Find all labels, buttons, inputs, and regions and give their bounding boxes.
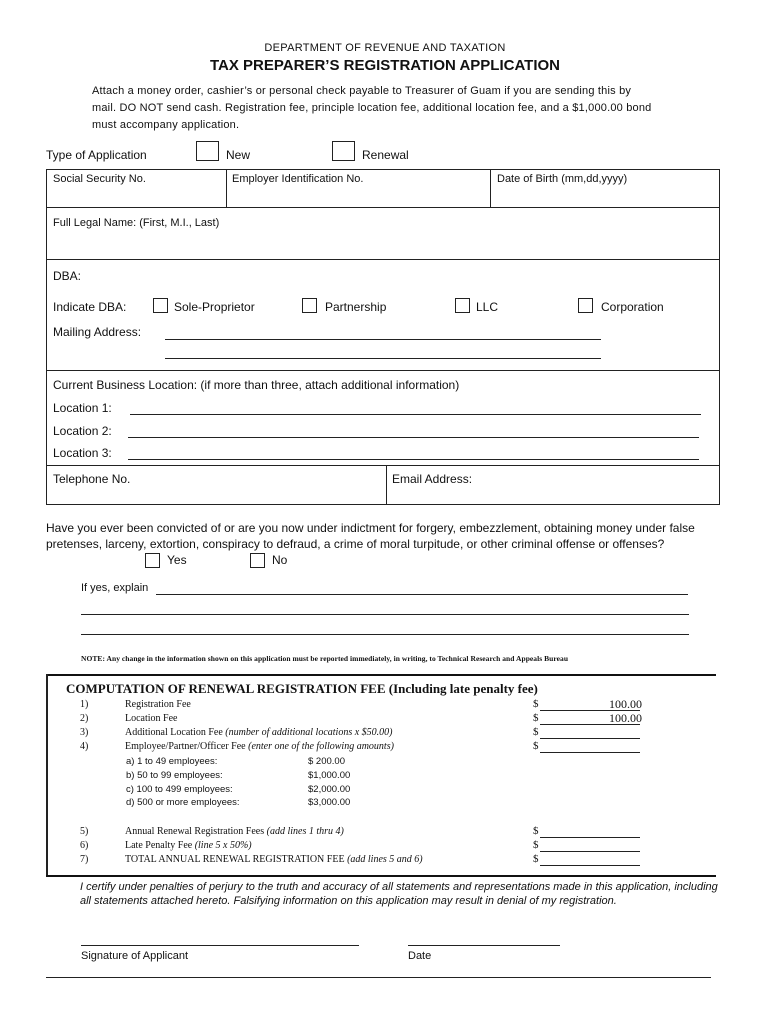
sole-proprietor-label: Sole-Proprietor [174,300,255,314]
dollar-sign: $ [533,712,539,724]
line-description: Location Fee [125,713,178,724]
change-notice: NOTE: Any change in the information shown on this application must be reported immediately, in writing, to Technical Research and Appeals Bureau [81,654,569,663]
employee-tier-label: a) 1 to 49 employees: [126,756,218,767]
line-instruction: (add lines 5 and 6) [347,854,423,865]
dba-label: DBA: [53,269,82,283]
employee-tier-amount: $2,000.00 [308,784,351,795]
dob-label: Date of Birth (mm,dd,yyyy) [497,173,628,185]
partnership-checkbox[interactable] [302,298,317,313]
certification-text: I certify under penalties of perjury to the truth and accuracy of all statements and representations made in this application, including all statements attached hereto. Falsifying information on this application may result in denial of my registration. [80,881,718,907]
employee-tier-amount: $1,000.00 [308,770,351,781]
line-description: TOTAL ANNUAL RENEWAL REGISTRATION FEE (add lines 5 and 6) [125,854,423,865]
line-description: Additional Location Fee (number of additional locations x $50.00) [125,727,393,738]
corporation-checkbox[interactable] [578,298,593,313]
telephone-label: Telephone No. [53,472,131,486]
conviction-yes-label: Yes [167,553,187,567]
employee-tier-label: c) 100 to 499 employees: [126,784,233,795]
new-checkbox[interactable] [196,141,219,161]
new-label: New [226,148,251,162]
date-line[interactable] [408,945,560,946]
renewal-checkbox[interactable] [332,141,355,161]
line-number: 3) [80,727,89,738]
explain-line-2[interactable] [81,614,689,615]
employee-tier-label: b) 50 to 99 employees: [126,770,223,781]
line-number: 2) [80,713,89,724]
line-description: Annual Renewal Registration Fees (add lines 1 thru 4) [125,826,344,837]
line-number: 5) [80,826,89,837]
renewal-label: Renewal [362,148,409,162]
employee-tier-label: d) 500 or more employees: [126,797,240,808]
llc-checkbox[interactable] [455,298,470,313]
conviction-yes-checkbox[interactable] [145,553,160,568]
computation-title: COMPUTATION OF RENEWAL REGISTRATION FEE (Including late penalty fee) [66,681,538,696]
intro-text: Attach a money order, cashier’s or personal check payable to Treasurer of Guam if you are sending this by mail. DO NOT send cash. Registration fee, principle location fee, additional location fee, and a $1,000.00 bond must accompany application. [92,85,652,131]
line-number: 4) [80,741,89,752]
mailing-address-line-1[interactable] [165,339,601,340]
location-2-line[interactable] [128,437,699,438]
indicate-dba-label: Indicate DBA: [53,300,127,314]
employee-tier-amount: $3,000.00 [308,797,351,808]
line-description: Registration Fee [125,699,191,710]
amount-field[interactable] [540,851,640,852]
mailing-address-line-2[interactable] [165,358,601,359]
line-instruction: (enter one of the following amounts) [248,741,394,752]
amount-value: 100.00 [609,697,642,711]
date-label: Date [408,950,432,962]
location-3-line[interactable] [128,459,699,460]
dollar-sign: $ [533,839,539,851]
line-number: 1) [80,699,89,710]
form-title: TAX PREPARER’S REGISTRATION APPLICATION [209,57,561,74]
location-1-label: Location 1: [53,401,112,415]
sole-proprietor-checkbox[interactable] [153,298,168,313]
explain-label: If yes, explain [81,582,149,594]
conviction-no-checkbox[interactable] [250,553,265,568]
department-name: DEPARTMENT OF REVENUE AND TAXATION [264,42,506,54]
dollar-sign: $ [533,726,539,738]
signature-line[interactable] [81,945,359,946]
explain-line-3[interactable] [81,634,689,635]
application-type-label: Type of Application [46,148,147,162]
dollar-sign: $ [533,853,539,865]
current-location-label: Current Business Location: (if more than three, attach additional information) [53,378,460,392]
line-instruction: (line 5 x 50%) [194,840,252,851]
location-2-label: Location 2: [53,424,112,438]
ssn-label: Social Security No. [53,173,146,185]
amount-field[interactable] [540,865,640,866]
dollar-sign: $ [533,698,539,710]
llc-label: LLC [476,300,499,314]
conviction-question: Have you ever been convicted of or are you now under indictment for forgery, embezzlement, obtaining money under false pretenses, larceny, extortion, conspiracy to defraud, a crime of moral turpitude, or other criminal offense or offenses? [46,521,695,551]
location-1-line[interactable] [130,414,701,415]
email-label: Email Address: [392,472,473,486]
conviction-no-label: No [272,553,288,567]
full-name-label: Full Legal Name: (First, M.I., Last) [53,217,220,229]
dollar-sign: $ [533,740,539,752]
signature-label: Signature of Applicant [81,950,189,962]
ein-label: Employer Identification No. [232,173,364,185]
employee-tier-amount: $ 200.00 [308,756,345,767]
line-number: 7) [80,854,89,865]
explain-line-1[interactable] [156,594,688,595]
partnership-label: Partnership [325,300,387,314]
amount-value: 100.00 [609,711,642,725]
mailing-address-label: Mailing Address: [53,325,142,339]
corporation-label: Corporation [601,300,664,314]
line-instruction: (add lines 1 thru 4) [266,826,344,837]
amount-field[interactable] [540,837,640,838]
location-3-label: Location 3: [53,446,112,460]
amount-field[interactable] [540,752,640,753]
line-instruction: (number of additional locations x $50.00) [225,727,393,738]
dollar-sign: $ [533,825,539,837]
line-description: Employee/Partner/Officer Fee (enter one of the following amounts) [125,741,394,752]
line-description: Late Penalty Fee (line 5 x 50%) [125,840,252,851]
line-number: 6) [80,840,89,851]
amount-field[interactable] [540,738,640,739]
